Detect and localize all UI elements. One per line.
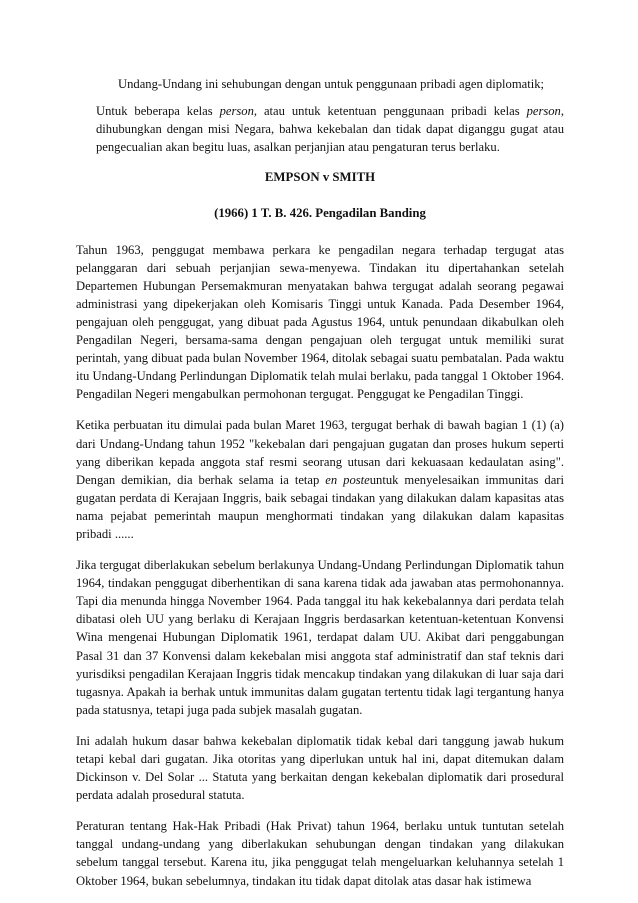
case-citation: (1966) 1 T. B. 426. Pengadilan Banding [214, 206, 426, 221]
quote-text-2: , atau untuk ketentuan penggunaan pribadi kelas [253, 104, 527, 119]
paragraph-5: Peraturan tentang Hak-Hak Pribadi (Hak Privat) tahun 1964, berlaku untuk tuntutan setelah tanggal undang-undang yang diberlakukan sehubungan dengan tindakan yang dilakukan sebelum tanggal tersebut. Karena itu, jika penggugat telah mengeluarkan keluhannya setelah 1 Oktober 1964, bukan sebelumnya, tindakan itu tidak dapat ditolak atas dasar hak istimewa [76, 819, 564, 888]
paragraph-4: Ini adalah hukum dasar bahwa kekebalan diplomatik tidak kebal dari tanggung jawab hukum tetapi kebal dari gugatan. Jika otoritas yang diperlukan untuk hal ini, dapat ditemukan dalam Dickinson v. Del Solar ... Statuta yang berkaitan dengan kekebalan diplomatik dari prosedural perdata adalah prosedural statuta. [76, 733, 564, 803]
paragraph-2-text-1: Ketika perbuatan itu dimulai pada bulan Maret 1963, tergugat berhak di bawah bagian 1 (1) (a) dari Undang-Undang tahun 1952 "kekebalan dari pengajuan gugatan dan proses hukum seperti yang diberikan kepada anggota staf resmi seorang utusan dari kekuasaan kedaulatan asing". Dengan demikian, dia berhak selama ia tetap [76, 418, 564, 487]
quote-text-3: , dihubungkan dengan misi Negara, bahwa kekebalan dan tidak dapat diganggu gugat atau pengecualian akan begitu luas, asalkan perjanjian atau pengaturan terus berlaku. [96, 104, 565, 155]
quote-italic-1: person [219, 104, 254, 119]
quote-italic-2: person [526, 104, 561, 119]
paragraph-2-text-2: untuk menyelesaikan immunitas dari gugatan perdata di Kerajaan Inggris, baik sebagai tindakan yang dilakukan dalam kapasitas atas nama pejabat pemerintah maupun menghormati tindakan yang dilakukan dalam kapasitas pribadi ...... [76, 472, 564, 541]
paragraph-2-italic: en poste [325, 472, 370, 487]
paragraph-1: Tahun 1963, penggugat membawa perkara ke pengadilan negara terhadap tergugat atas pelanggaran dari sebuah perjanjian sewa-menyewa. Tindakan itu dipertahankan setelah Departemen Hubungan Persemakmuran menyatakan bahwa tergugat adalah seorang pegawai administrasi yang dipekerjakan oleh Komisaris Tinggi untuk Kanada. Pada Desember 1964, pengajuan oleh penggugat, yang dibuat pada Agustus 1964, untuk penundaan dikabulkan oleh Pengadilan Negeri, bersama-sama dengan pengajuan oleh tergugat untuk memiliki surat perintah, yang dibuat pada bulan November 1964, ditolak sebagai suatu pembatalan. Pada waktu itu Undang-Undang Perlindungan Diplomatik telah mulai berlaku, pada tanggal 1 Oktober 1964. Pengadilan Negeri mengabulkan permohonan tergugat. Penggugat ke Pengadilan Tinggi. [76, 242, 564, 402]
case-title: EMPSON v SMITH [264, 170, 376, 185]
paragraph-2 [76, 416, 564, 543]
statute-quote [76, 102, 564, 156]
quote-text-1: Untuk beberapa kelas [96, 104, 220, 119]
intro-line: Undang-Undang ini sehubungan dengan untuk penggunaan pribadi agen diplomatik; [118, 77, 544, 91]
paragraph-3: Jika tergugat diberlakukan sebelum berlakunya Undang-Undang Perlindungan Diplomatik tahun 1964, tindakan penggugat diberhentikan di sana karena tidak ada jawaban atas permohonannya. Tapi dia menunda hingga November 1964. Pada tanggal itu hak kekebalannya dari perdata telah dibatasi oleh UU yang berlaku di Kerajaan Inggris berdasarkan ketentuan-ketentuan Konvensi Wina mengenai Hubungan Diplomatik 1961, terdapat dalam UU. Akibat dari penggabungan Pasal 31 dan 37 Konvensi dalam kekebalan misi anggota staf administratif dan staf teknis dari yurisdiksi pengadilan Kerajaan Inggris tidak mencakup tindakan yang dilakukan di luar saja dari tugasnya. Apakah ia berhak untuk immunitas dalam gugatan tertentu tidak lagi tergantung hanya pada statusnya, tetapi juga pada subjek masalah gugatan. [76, 558, 564, 717]
